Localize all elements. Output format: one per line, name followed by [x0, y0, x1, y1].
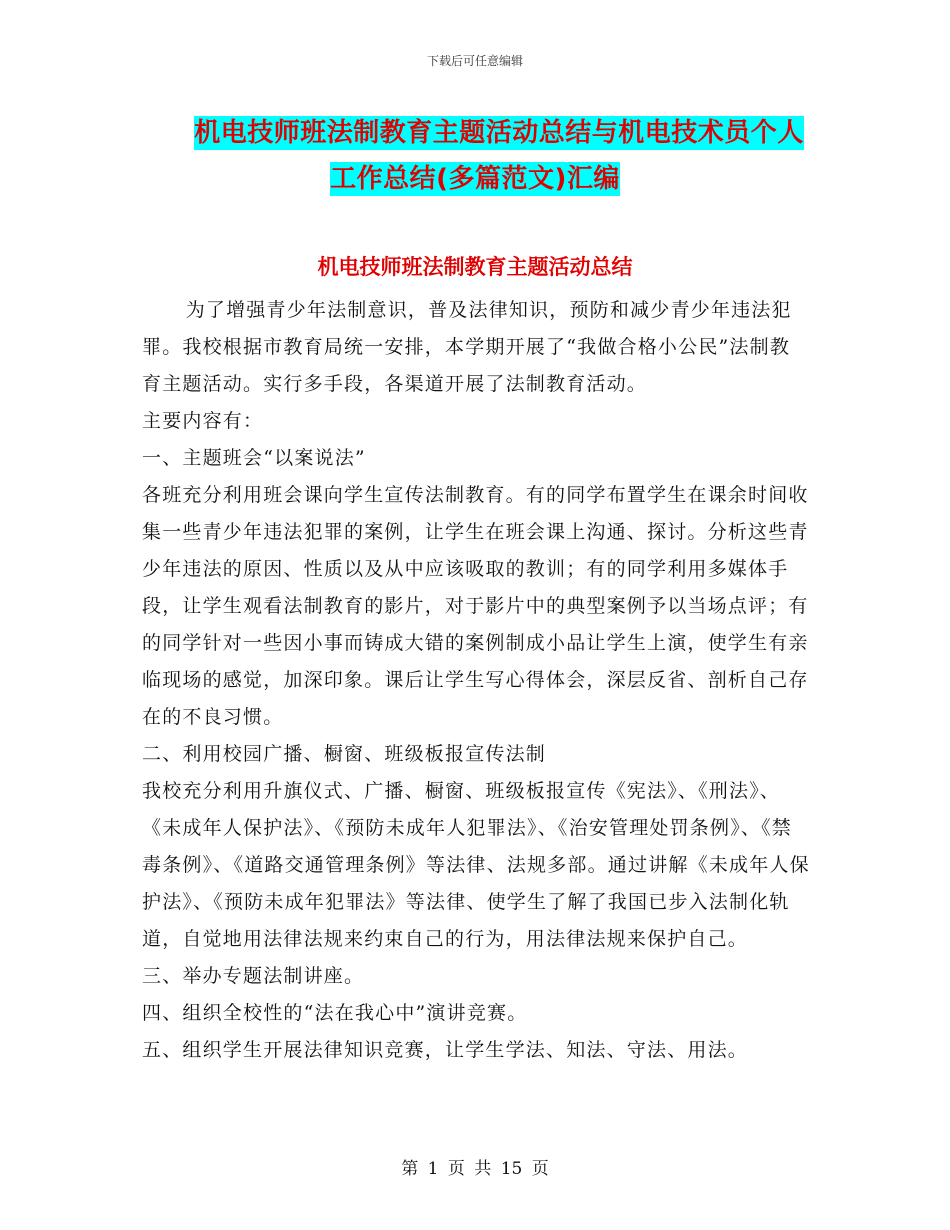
section-heading-1: 一、主题班会“以案说法”: [142, 447, 366, 469]
paragraph-section-2: 我校充分利用升旗仪式、广播、橱窗、班级板报宣传《宪法》、《刑法》、《未成年人保护法》、《预防未成年人犯罪法》、《治安管理处罚条例》、《禁毒条例》、《道路交通管理条例》等法律、法规多部。通过讲解《未成年人保护法》、《预防未成年犯罪法》等法律、使学生了解了我国已步入法制化轨道，自觉地用法律法规来约束自己的行为，用法律法规来保护自己。: [142, 780, 810, 950]
page-footer: 第 1 页 共 15 页: [401, 1159, 549, 1179]
paragraph-intro: 为了增强青少年法制意识，普及法律知识，预防和减少青少年违法犯罪。我校根据市教育局统一安排，本学期开展了“我做合格小公民”法制教育主题活动。实行多手段，各渠道开展了法制教育活动。: [142, 299, 792, 395]
section-heading-5: 五、组织学生开展法律知识竞赛，让学生学法、知法、守法、用法。: [142, 1039, 749, 1061]
section-heading-3: 三、举办专题法制讲座。: [142, 965, 365, 987]
document-body: [142, 292, 810, 1069]
paragraph-section-1: 各班充分利用班会课向学生宣传法制教育。有的同学布置学生在课余时间收集一些青少年违法犯罪的案例，让学生在班会课上沟通、探讨。分析这些青少年违法的原因、性质以及从中应该吸取的教训；有的同学利用多媒体手段，让学生观看法制教育的影片，对于影片中的典型案例予以当场点评；有的同学针对一些因小事而铸成大错的案例制成小品让学生上演，使学生有亲临现场的感觉，加深印象。课后让学生写心得体会，深层反省、剖析自己存在的不良习惯。: [142, 484, 809, 728]
title-highlight-2: 工作总结(多篇范文)汇编: [330, 164, 620, 194]
section-heading-4: 四、组织全校性的“法在我心中”演讲竞赛。: [142, 1002, 528, 1024]
paragraph-main-content: 主要内容有：: [142, 410, 264, 432]
title-highlight-1: 机电技师班法制教育主题活动总结与机电技术员个人: [194, 118, 804, 148]
header-note: 下载后可任意编辑: [426, 54, 523, 68]
document-title-line-2: [0, 158, 950, 195]
section-title: 机电技师班法制教育主题活动总结: [317, 255, 633, 279]
document-title-line-1: [0, 112, 950, 149]
section-heading-2: 二、利用校园广播、橱窗、班级板报宣传法制: [142, 743, 547, 765]
